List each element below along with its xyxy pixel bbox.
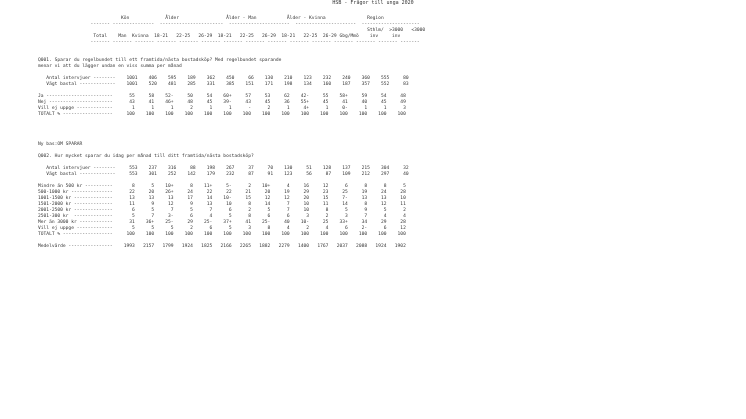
report-line: 2501-300 kr -------------- 5 7 3- 6 4 5 8 6 6 3 2 3 7 4 4 xyxy=(38,214,406,219)
report-title: HSB - Frågor till unga 2020 xyxy=(332,0,414,6)
report-line: Vill ej uppge ------------- 5 5 5 2 6 5 3 8 4 2 4 6 2- 6 12 xyxy=(38,226,406,231)
report-line: Nej ----------------------- 43 41 46+ 48 45 39- 43 45 36 55+ 45 41 40 45 49 xyxy=(38,100,406,105)
report-line: Vägt bastal ------------- 1001 520 481 285 331 385 151 171 198 134 160 187 357 552 83 xyxy=(38,82,409,87)
report-line: Antal intervjuer -------- 1001 406 595 189 362 450 66 130 210 123 232 240 360 555 80 xyxy=(38,76,409,81)
report-line: Ny bas:OM SPARAR xyxy=(38,142,83,147)
report-line: 1001-1500 kr -------------- 13 13 13 17 14 10- 15 12 12 20 15 7- 13 13 10 xyxy=(38,196,406,201)
report-line: 1501-2000 kr -------------- 11 9 12 9 13 10 8 14 7 10 11 14 8 12 11 xyxy=(38,202,406,207)
report-line: TOTALT % ------------------ 100 100 100 100 100 100 100 100 100 100 100 100 100 100 100 xyxy=(38,112,406,117)
report-line: TOTALT % ------------------ 100 100 100 100 100 100 100 100 100 100 100 100 100 100 100 xyxy=(38,232,406,237)
report-line: ------- ------- ------- ------- ------- ------- ------- ------- ------- ------- ------- ------- ------- ------- ------- xyxy=(38,40,420,45)
report-line: Mer än 3000 kr ------------ 31 36+ 25- 29 25- 37+ 41 25- 40 10- 25 33+ 34 29 28 xyxy=(38,220,406,225)
report-line: 500-1000 kr --------------- 22 20 26+ 24 22 22 21 20 19 29 23 25 19 24 28 xyxy=(38,190,406,195)
report-line: 2001-2500 kr -------------- 6 5 7 5 7 6 2 5 7 10 8 5 9 5 2 xyxy=(38,208,406,213)
report-line: Mindre än 500 kr ---------- 8 5 10+ 8 11+ 5- 2 10+ 4 16 12 6 8 8 5 xyxy=(38,184,406,189)
report-line: Ja ------------------------ 55 58 52- 50 54 60+ 57 53 62 42- 55 58+ 59 54 48 xyxy=(38,94,406,99)
report-line: menar vi att du lägger undan en viss summa per månad xyxy=(38,64,182,69)
report-line: Total Man Kvinna 18-21 22-25 26-29 18-21 22-25 26-29 18-21 22-25 26-29 Gbg/Mmö inv inv xyxy=(38,34,401,39)
report-line: Q001. Sparar du regelbundet till ett framtida/nästa bostadsköp? Med regelbundet sparande xyxy=(38,58,282,63)
report-line: Antal intervjuer -------- 553 237 316 88 198 267 37 70 130 51 128 137 215 304 32 xyxy=(38,166,409,171)
report-line: Q002. Hur mycket sparar du idag per månad till ditt framtida/nästa bostadsköp? xyxy=(38,154,254,159)
report-line: Medelvärde ---------------- 1993 2157 1799 1924 1825 2166 2265 1882 2279 1400 1767 2037 2088 1924 1902 xyxy=(38,244,406,249)
report-line: Sthlm/ >3000 <3000 xyxy=(38,28,426,33)
report-line: Kön Ålder Ålder - Man Ålder - Kvinna Region xyxy=(38,16,384,21)
report-line: Vägt bastal ------------- 553 301 252 142 179 232 87 91 123 56 87 109 212 297 40 xyxy=(38,172,409,177)
report-line: Vill ej uppge ------------- 1 1 1 2 1 1 - 2 1 4+ 1 0- 1 1 3 xyxy=(38,106,406,111)
report-line: ------- --------------- ----------------------- ---------------------- ---------------------- --------------------- xyxy=(38,22,420,27)
